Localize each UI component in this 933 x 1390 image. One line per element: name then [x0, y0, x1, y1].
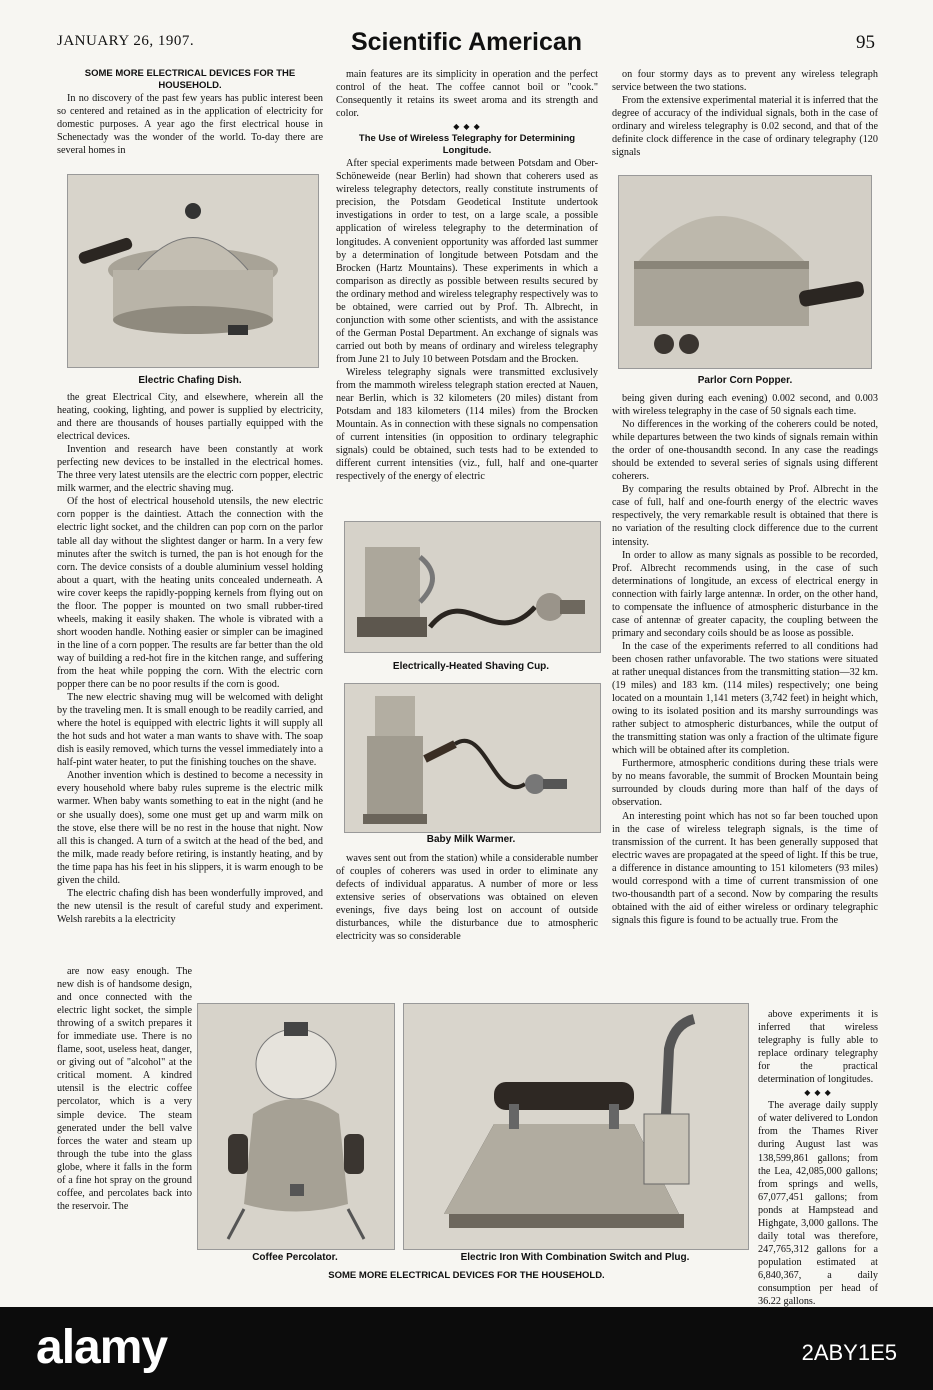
- paragraph: Of the host of electrical household utensils, the new electric corn popper is the daintiest. Attach the connection with the electric light socket, and the children can pop corn on the parlor table all day without the slightest danger or harm. In a very few minutes after the switch is turned, the pan is hot enough for the corn. The device consists of a double aluminium vessel holding about a quart, with the heating units concealed underneath. A wire cover keeps the rapidly-popping kernels from flying out on the floor. The popper is mounted on two small rubber-tired wheels, making it easily shaken. The whole is vibrated with a short wooden handle. Nothing easier or simpler can be imagined in the line of a corn popper. The results are far better than the old way of building a red-hot fire in the kitchen range, and suffering from the heat while popping the corn. With the electric corn popper there can be no poor results if the corn is good.: [57, 496, 323, 691]
- caption-milk-warmer: Baby Milk Warmer.: [426, 834, 516, 845]
- column-1-middle: [57, 391, 323, 964]
- paragraph: After special experiments made between Potsdam and Ober-Schöneweide (near Berlin) had shown that coherers used as wireless telegraphy detectors, really constitute instruments of precision, the Potsdam Geodetical Institute undertook investigations in order to test, on a large scale, a possible application of wireless telegraphy to the determination of longitudes. A convenient opportunity was afforded last summer by a determination of longitude between Potsdam and the Brocken (Hartz Mountains). These experiments in which a comparison as directly as possible between results secured by the ordinary method and wireless telegraphy respectively was to be obtained, were carried out by Prof. Th. Albrecht, in conjunction with some other scientists, and with the assistance of the German Postal Department. An exchange of signals was carried out both by means of ordinary and wireless telegraphy from June 21 to July 10 between Potsdam and the Brocken.: [336, 158, 598, 365]
- stock-image-id: 2ABY1E5: [801, 1340, 897, 1365]
- column-1-bottom: [57, 965, 192, 1278]
- paragraph: No differences in the working of the coherers could be noted, while departures between the two kinds of signals remain within the order of one-thousandth second. In any case the readings should be extended to several series of signals using different coherers.: [612, 419, 878, 483]
- column-3-middle: [612, 392, 878, 1006]
- photo-coffee-percolator: [197, 1003, 395, 1250]
- paragraph: In the case of the experiments referred to all conditions had been chosen rather unfavorable. The two stations were situated at rather unequal distances from the transmitting station—32 km. (19 miles) and 183 km. (114 miles) respectively; one being located on a mountain 1,141 meters (3,742 feet) in height which, owing to its isolated position and its marshy surroundings was rather subject to atmospheric disturbances, while the output of the transmitting station was only a fraction of the ultimate figure which will be obtained after its completion.: [612, 640, 878, 757]
- section-divider: ◆ ◆ ◆: [804, 1088, 832, 1098]
- column-2-top: [336, 68, 598, 513]
- column-1-top: [57, 68, 323, 174]
- section-divider: ◆ ◆ ◆: [453, 122, 481, 132]
- footer-caption: SOME MORE ELECTRICAL DEVICES FOR THE HOUSEHOLD.: [328, 1270, 605, 1281]
- paragraph: are now easy enough. The new dish is of handsome design, and once connected with the electric light socket, the simple throwing of a switch prepares it for immediate use. There is no flame, soot, useless heat, danger, or giving out of "alcohol" at the critical moment. A kindred utensil is the electric coffee percolator, which is a very simple device. The steam generated under the bell valve forces the water and steam up through the tube into the glass globe, where it falls in the form of a fine hot spray on the ground coffee, and percolates back into the reservoir. The: [57, 966, 192, 1212]
- article-heading-wireless: The Use of Wireless Telegraphy for Determining Longitude.: [358, 133, 576, 157]
- photo-electric-iron: [403, 1003, 749, 1250]
- photo-milk-warmer: [344, 683, 601, 833]
- photo-corn-popper: [618, 175, 872, 369]
- paragraph: on four stormy days as to prevent any wireless telegraph service between the two stations.: [612, 69, 878, 94]
- paragraph: From the extensive experimental material it is inferred that the degree of accuracy of the individual signals, both in the case of ordinary and wireless telegraphy is 0.02 second, and that of the definite clock difference in the case of ordinary telegraphy (120 signals: [612, 95, 878, 159]
- paragraph: Wireless telegraphy signals were transmitted exclusively from the mammoth wireless telegraph station erected at Nauen, near Berlin, which is 32 kilometers (20 miles) distant from Potsdam and 183 kilometers (114 miles) from the Brocken Mountain. As in connection with these signals no compensation of current intensities (in opposition to ordinary telegraphic signals) could be obtained, such tests had to be extended to different current intensities (viz., full, half and one-quarter respectively of the energy of electric: [336, 366, 598, 483]
- page-number: 95: [856, 32, 875, 53]
- issue-date: JANUARY 26, 1907.: [57, 33, 195, 49]
- column-3-bottom: [758, 1008, 878, 1308]
- masthead-title: Scientific American: [350, 28, 583, 56]
- paragraph: The new electric shaving mug will be welcomed with delight by the traveling men. It is small enough to be readily carried, and where the hotel is equipped with electric lights it will supply all the hot suds and hot water a man wants to shave with. The soap dish is easily removed, which turns the vessel immediately into a half-pint water heater, to put the finishing touches on the shave.: [57, 692, 323, 769]
- paragraph: above experiments it is inferred that wireless telegraphy is fully able to replace ordinary telegraphy for the practical determination of longitudes.: [758, 1009, 878, 1086]
- caption-corn-popper: Parlor Corn Popper.: [697, 375, 793, 386]
- column-3-top: [612, 68, 878, 160]
- article-heading-devices: SOME MORE ELECTRICAL DEVICES FOR THE HOUSEHOLD.: [84, 68, 296, 91]
- column-2-bottom: [336, 852, 598, 972]
- paragraph: Another invention which is destined to become a necessity in every household where baby rules supreme is the electric milk warmer. When baby wants something to eat in the night (and he or she usually does), some one must get up and warm milk on the stove, else there will be no rest in the house that night. Now all this is changed. A turn of a switch at the head of the bed, and the milk, made ready before retiring, is instantly heating, and by the time papa has his feet in his slippers, it is warm enough to be given the child.: [57, 770, 323, 886]
- paragraph: By comparing the results obtained by Prof. Albrecht in the case of full, half and one-fourth energy of the electric waves respectively, the very remarkable result is obtained that there is no variation of the resulting clock difference due to the current intensity.: [612, 484, 878, 548]
- paragraph: Invention and research have been constantly at work perfecting new devices to be installed in the electrical homes. The three very latest utensils are the electric corn popper, electric milk warmer, and the electric shaving mug.: [57, 444, 323, 495]
- paragraph: Furthermore, atmospheric conditions during these trials were by no means favorable, the summit of Brocken Mountain being surrounded by clouds during more than half of the days of observation.: [612, 758, 878, 809]
- paragraph: The average daily supply of water delivered to London from the Thames River during August last was 138,599,861 gallons; from the Lea, 42,085,000 gallons; from springs and wells, 67,077,451 gallons; from ponds at Hampstead and Highgate, 3,000 gallons. The daily total was therefore, 247,765,312 gallons for a population estimated at 6,840,367, a daily consumption per head of 36.22 gallons.: [758, 1100, 878, 1308]
- alamy-logo: alamy: [36, 1321, 168, 1374]
- paragraph: main features are its simplicity in operation and the perfect control of the heat. The coffee cannot boil or "cook." Consequently it retains its sweet aroma and its strength and color.: [336, 69, 598, 120]
- paragraph: In no discovery of the past few years has public interest been so centered and retained as in the application of electricity for domestic purposes. A year ago the first electrical house in Schenectady was the wonder of the world. To-day there are several homes in: [57, 93, 323, 157]
- photo-chafing-dish: [67, 174, 319, 368]
- photo-shaving-cup: [344, 521, 601, 653]
- paragraph: the great Electrical City, and elsewhere, wherein all the heating, cooking, lighting, and power is supplied by electricity, and there are thousands of houses partially equipped with the electrical devices.: [57, 392, 323, 443]
- paragraph: In order to allow as many signals as possible to be recorded, Prof. Albrecht recommends using, in the case of such determinations of longitude, an excess of electrical energy in connection with fairly large antennæ. In order, on the other hand, to compensate the influence of atmospheric disturbance in the case of antennæ of greater capacity, the coupling between the primary and secondary coils should be as loose as possible.: [612, 549, 878, 639]
- caption-shaving-cup: Electrically-Heated Shaving Cup.: [392, 661, 550, 672]
- paragraph: being given during each evening) 0.002 second, and 0.003 with wireless telegraphy in the case of 50 signals each time.: [612, 393, 878, 418]
- caption-coffee-percolator: Coffee Percolator.: [252, 1252, 338, 1263]
- caption-electric-iron: Electric Iron With Combination Switch and Plug.: [460, 1252, 690, 1263]
- paragraph: An interesting point which has not so far been touched upon in the case of wireless telegraph signals, is the time of transmission of the current. It has been generally supposed that electric waves are propagated at the speed of light. If this be true, a difference in distance amounting to 151 kilometers (93 miles) would correspond with a time of current transmission of one two-thousandth part of a second. Now by comparing the results obtained with the aid of either wireless or ordinary telegraphic signals this figure is found to be actually true. From the: [612, 810, 878, 926]
- paragraph: waves sent out from the station) while a considerable number of couples of coherers was used in order to eliminate any defects of individual apparatus. A number of more or less extensive series of observations was obtained on eleven evenings, five days being lost on account of outside disturbances, while the disturbance due to atmospheric electricity was so considerable: [336, 853, 598, 943]
- caption-chafing-dish: Electric Chafing Dish.: [138, 375, 242, 386]
- paragraph: The electric chafing dish has been wonderfully improved, and the new utensil is the result of careful study and experiment. Welsh rarebits a la electricity: [57, 887, 323, 925]
